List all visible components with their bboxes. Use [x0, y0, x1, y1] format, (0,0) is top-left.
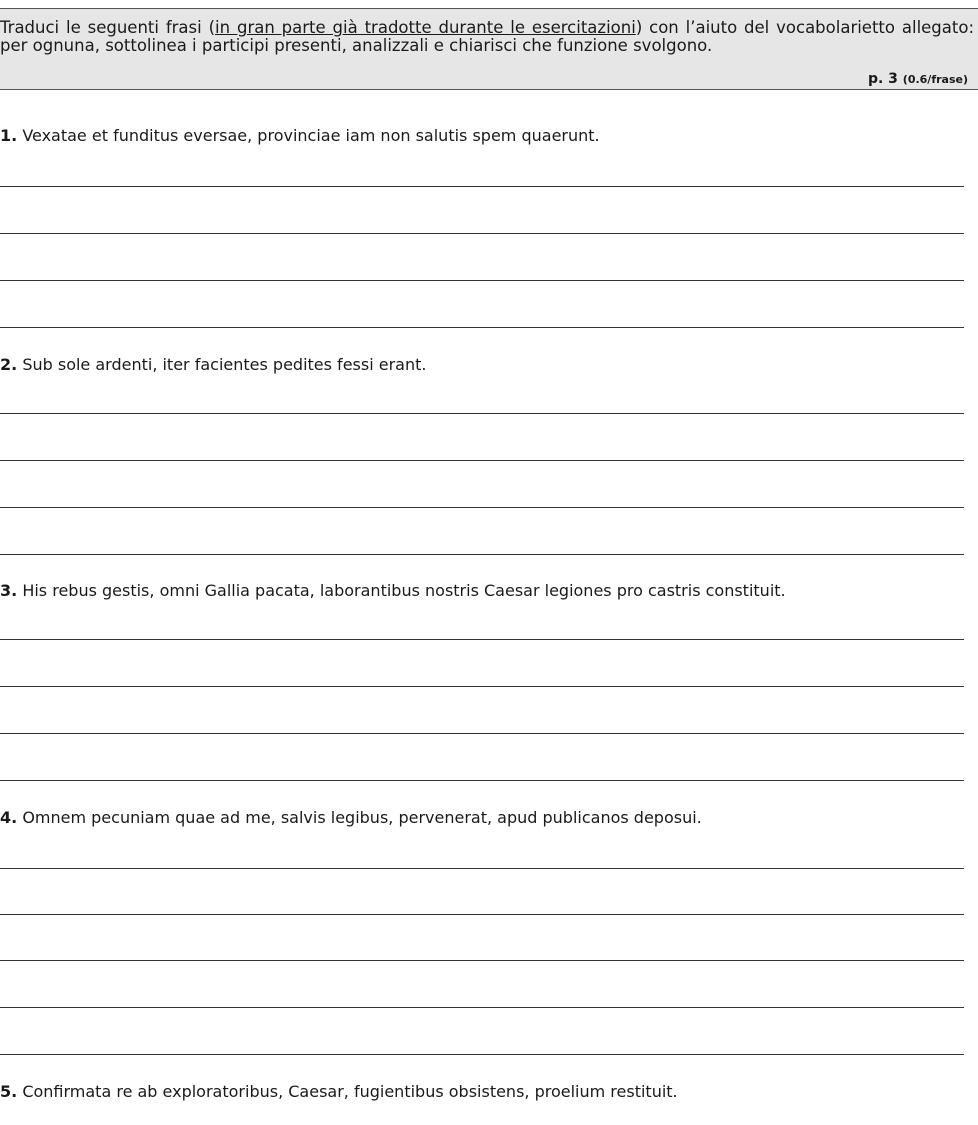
- answer-line[interactable]: [0, 327, 964, 328]
- answer-line[interactable]: [0, 960, 964, 961]
- sentence-1: [0, 126, 600, 145]
- sentence-2: [0, 355, 426, 374]
- sentence-text: Confirmata re ab exploratoribus, Caesar, fugientibus obsistens, proelium restituit.: [22, 1082, 678, 1101]
- answer-line[interactable]: [0, 868, 964, 869]
- points-label: [868, 71, 968, 87]
- sentence-number: 4.: [0, 808, 18, 827]
- instruction-text: [0, 19, 974, 55]
- answer-line[interactable]: [0, 507, 964, 508]
- answer-line[interactable]: [0, 554, 964, 555]
- answer-line[interactable]: [0, 1054, 964, 1055]
- answer-line[interactable]: [0, 780, 964, 781]
- answer-line[interactable]: [0, 280, 964, 281]
- sentence-number: 2.: [0, 355, 18, 374]
- sentence-text: His rebus gestis, omni Gallia pacata, laborantibus nostris Caesar legiones pro castris constituit.: [22, 581, 786, 600]
- sentence-4: [0, 808, 702, 827]
- sentence-text: Vexatae et funditus eversae, provinciae iam non salutis spem quaerunt.: [22, 126, 600, 145]
- instruction-part-2: ) con l’aiuto del vocabolarietto allegato: per ognuna, sottolinea i participi presenti, analizzali e chiarisci che funzione svolgono.: [0, 18, 975, 55]
- answer-line[interactable]: [0, 186, 964, 187]
- answer-line[interactable]: [0, 733, 964, 734]
- points-detail: (0.6/frase): [902, 73, 968, 86]
- answer-line[interactable]: [0, 1007, 964, 1008]
- answer-line[interactable]: [0, 460, 964, 461]
- answer-line[interactable]: [0, 686, 964, 687]
- sentence-number: 1.: [0, 126, 18, 145]
- sentence-number: 5.: [0, 1082, 18, 1101]
- sentence-5: [0, 1082, 678, 1101]
- answer-line[interactable]: [0, 639, 964, 640]
- answer-line[interactable]: [0, 413, 964, 414]
- sentence-text: Omnem pecuniam quae ad me, salvis legibus, pervenerat, apud publicanos deposui.: [22, 808, 702, 827]
- sentence-3: [0, 581, 786, 600]
- answer-line[interactable]: [0, 233, 964, 234]
- sentence-text: Sub sole ardenti, iter facientes pedites fessi erant.: [22, 355, 427, 374]
- instruction-box: [0, 8, 978, 90]
- instruction-part-1: Traduci le seguenti frasi (: [0, 18, 216, 37]
- points-main: p. 3: [867, 71, 898, 87]
- instruction-underlined: in gran parte già tradotte durante le esercitazioni: [215, 18, 636, 37]
- sentence-number: 3.: [0, 581, 18, 600]
- answer-line[interactable]: [0, 914, 964, 915]
